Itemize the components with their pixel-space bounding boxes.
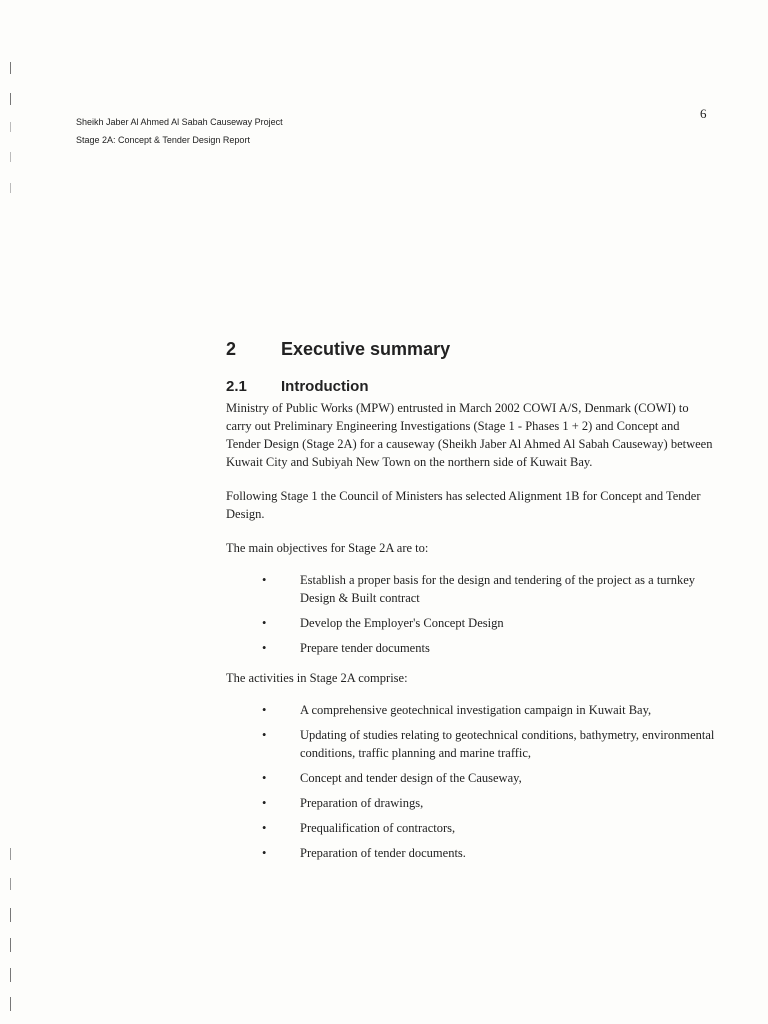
main-content [226,338,716,874]
running-header [76,113,283,149]
bullet-icon: • [262,616,267,630]
bullet-icon: • [262,703,267,717]
list-item: • A comprehensive geotechnical investigation campaign in Kuwait Bay, [262,703,652,717]
list-item: • Develop the Employer's Concept Design [262,616,504,630]
section-heading [226,338,716,360]
alignment-paragraph: Following Stage 1 the Council of Ministers has selected Alignment 1B for Concept and Tender Design. [226,489,701,521]
list-item: • Updating of studies relating to geotechnical conditions, bathymetry, environmental conditions, traffic planning and marine traffic, [262,728,715,760]
bullet-icon: • [262,728,267,742]
bullet-icon: • [262,821,267,835]
page-number: 6 [700,106,707,121]
bullet-icon: • [262,573,267,587]
subsection-number: 2.1 [226,378,247,395]
list-item: • Prequalification of contractors, [262,821,456,835]
activities-lead: The activities in Stage 2A comprise: [226,671,408,685]
subsection-heading [226,377,716,397]
scan-margin-marks [6,0,16,1024]
objectives-list [226,571,716,657]
section-number: 2 [226,339,237,359]
list-item: • Preparation of drawings, [262,796,424,810]
intro-paragraph: Ministry of Public Works (MPW) entrusted in March 2002 COWI A/S, Denmark (COWI) to carry out Preliminary Engineering Investigations (Stage 1 - Phases 1 + 2) and Concept and Tender Design (Stage 2A) for a causeway (Sheikh Jaber Al Ahmed Al Sabah Causeway) between Kuwait City and Subiyah New Town on the northern side of Kuwait Bay. [226,401,713,469]
activities-list [226,701,716,862]
bullet-icon: • [262,846,267,860]
section-title: Executive summary [281,339,451,359]
list-item: • Concept and tender design of the Causeway, [262,771,522,785]
list-item: • Establish a proper basis for the design and tendering of the project as a turnkey Design & Built contract [262,573,696,605]
bullet-icon: • [262,796,267,810]
bullet-icon: • [262,641,267,655]
objectives-lead: The main objectives for Stage 2A are to: [226,541,429,555]
header-report-title: Stage 2A: Concept & Tender Design Report [76,135,250,145]
bullet-icon: • [262,771,267,785]
header-project-title: Sheikh Jaber Al Ahmed Al Sabah Causeway Project [76,117,283,127]
list-item: • Preparation of tender documents. [262,846,466,860]
subsection-title: Introduction [281,378,369,395]
list-item: • Prepare tender documents [262,641,430,655]
